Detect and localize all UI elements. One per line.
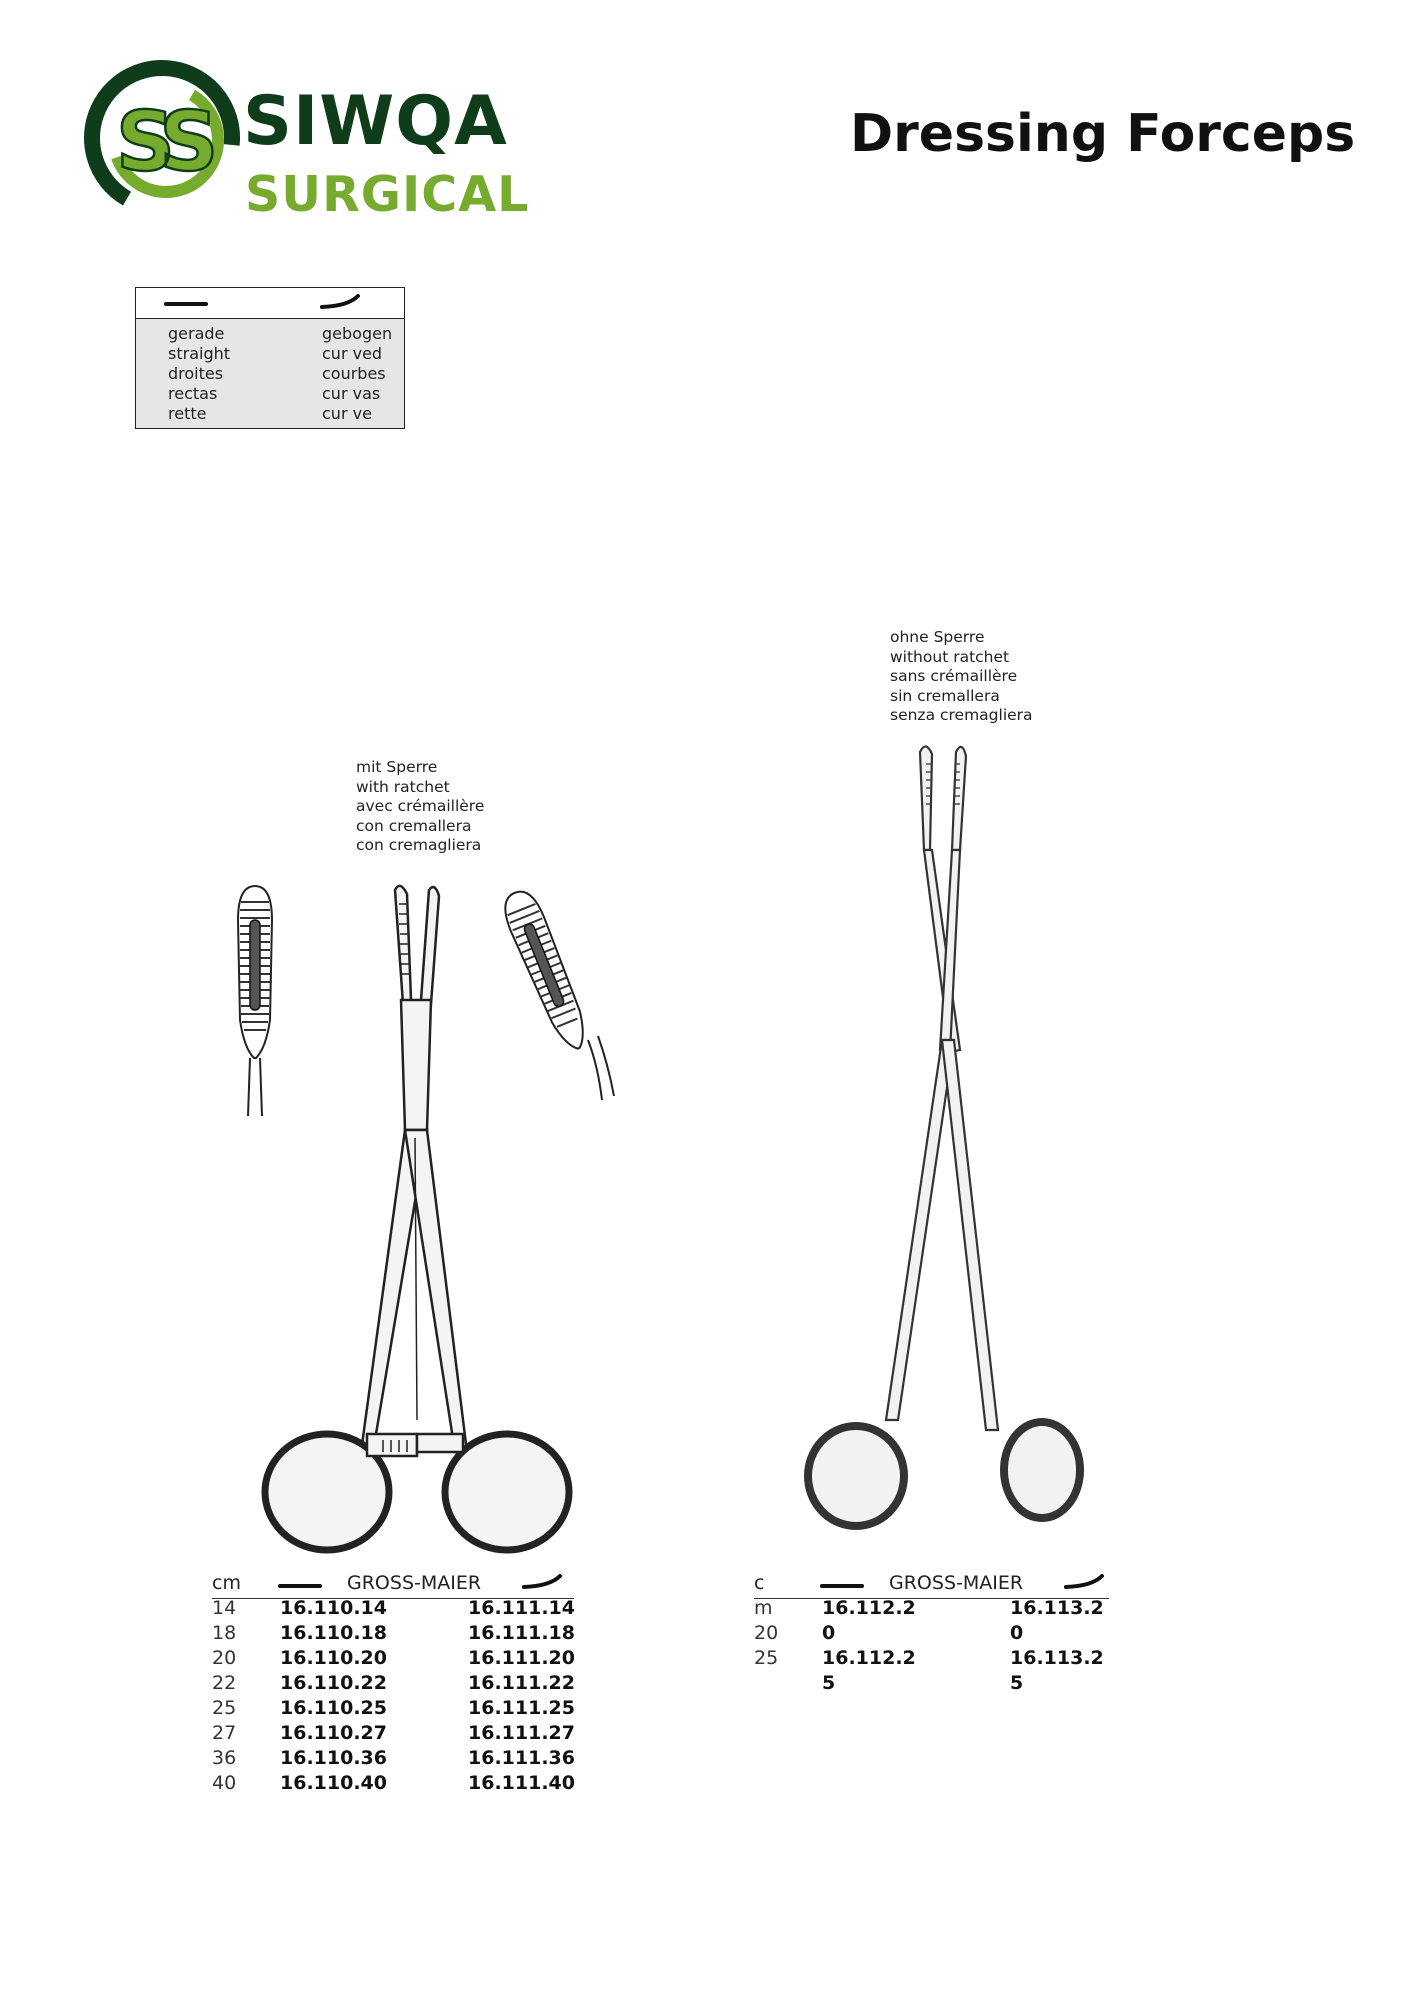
logo-letters: SS [116,95,207,190]
curved-shape-icon [322,294,366,310]
page-title: Dressing Forceps [850,104,1356,164]
straight-shape-icon [822,1582,866,1590]
table-cell: 16.110.22 [280,1672,387,1694]
table-row: 20 [754,1622,779,1644]
table-cell: 16.111.27 [468,1722,575,1744]
table-cell: 16.111.40 [468,1772,575,1794]
table-row: 22 [212,1672,237,1694]
shape-legend [135,287,405,429]
brand-name: SIWQA [243,82,508,161]
table-row: 20 [212,1647,237,1669]
table-row: 40 [212,1772,237,1794]
company-logo-icon [80,58,240,218]
table-row: 25 [212,1697,237,1719]
legend-curved-terms: gebogen cur ved courbes cur vas cur ve [322,324,393,423]
table-row: 14 [212,1597,237,1619]
curved-shape-icon [1066,1574,1110,1590]
table-row: 25 [754,1647,779,1669]
product-table-with-ratchet [212,1572,580,1912]
table-cell: 0 [822,1622,836,1644]
straight-shape-icon [280,1582,324,1590]
table-unit-label: cm [212,1572,241,1594]
brand-subtitle: SURGICAL [245,166,530,223]
table-cell: 16.113.2 [1010,1647,1104,1669]
table-cell: 5 [822,1672,836,1694]
table-cell: 16.110.25 [280,1697,387,1719]
table-cell: 5 [1010,1672,1024,1694]
forceps-with-ratchet-illustration [255,880,585,1560]
forceps-without-ratchet-illustration [780,740,1110,1560]
table-cell: 16.110.27 [280,1722,387,1744]
table-name: GROSS-MAIER [889,1572,1024,1594]
note-without-ratchet: ohne Sperre without ratchet sans crémaillère sin cremallera senza cremagliera [890,628,1033,724]
table-cell: 16.110.14 [280,1597,387,1619]
table-row: 27 [212,1722,237,1744]
table-cell: 16.113.2 [1010,1597,1104,1619]
table-cell: 16.111.20 [468,1647,575,1669]
table-cell: 16.112.2 [822,1647,916,1669]
table-cell: 16.111.22 [468,1672,575,1694]
straight-shape-icon [166,300,210,308]
table-cell: 16.112.2 [822,1597,916,1619]
table-name: GROSS-MAIER [347,1572,482,1594]
table-cell: 16.111.18 [468,1622,575,1644]
table-cell: 16.110.20 [280,1647,387,1669]
table-row: m [754,1597,773,1619]
table-cell: 16.111.36 [468,1747,575,1769]
table-cell: 16.110.40 [280,1772,387,1794]
table-cell: 16.111.14 [468,1597,575,1619]
table-cell: 0 [1010,1622,1024,1644]
table-row: 36 [212,1747,237,1769]
table-cell: 16.110.18 [280,1622,387,1644]
table-cell: 16.110.36 [280,1747,387,1769]
table-row: 18 [212,1622,237,1644]
table-cell: 16.111.25 [468,1697,575,1719]
curved-shape-icon [524,1574,568,1590]
note-with-ratchet: mit Sperre with ratchet avec crémaillère con cremallera con cremagliera [356,758,485,854]
product-table-without-ratchet [754,1572,1122,1712]
table-unit-label: c [754,1572,765,1594]
legend-straight-terms: gerade straight droites rectas rette [168,324,231,423]
